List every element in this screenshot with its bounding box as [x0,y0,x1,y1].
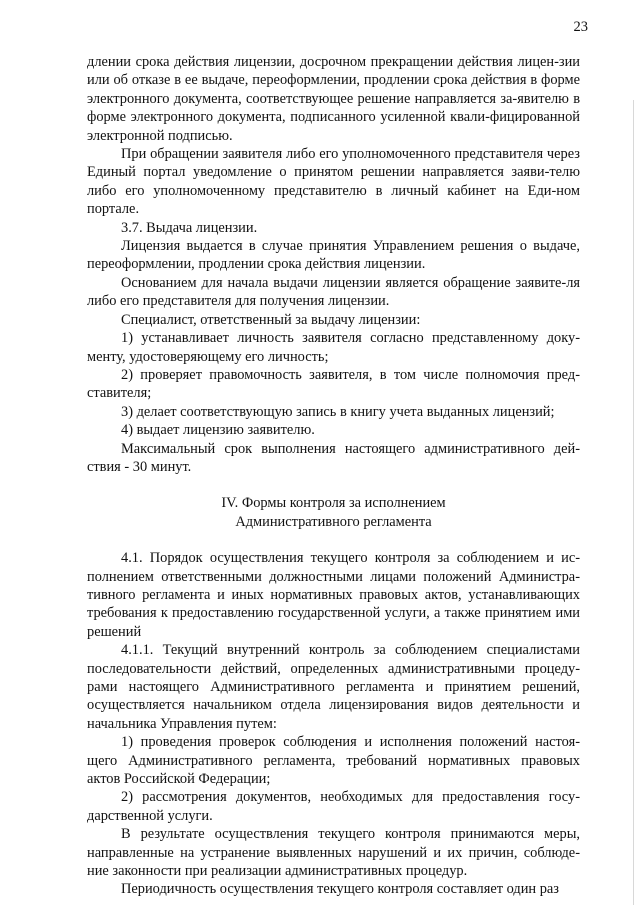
list-item-1-identity: 1) устанавливает личность заявителя согласно представленному доку-менту, удостоверяющему его личность; [87,330,580,365]
list-item-4-issue: 4) выдает лицензию заявителю. [121,422,315,439]
paragraph-issuance-basis: Основанием для начала выдачи лицензии является обращение заявите-ля либо его представителя для получения лицензии. [87,274,580,310]
document-body [87,53,580,899]
list-item-3-registry: 3) делает соответствующую запись в книгу учета выданных лицензий; [121,403,555,420]
section-heading-line-2: Административного регламента [235,513,432,530]
paragraph-4-1: 4.1. Порядок осуществления текущего контроля за соблюдением и ис-полнением ответственными должностными лицами положений Администра-тивного регламента и иных нормативных правовых актов, устанавливающих требования к предоставлению государственной услуги, а также принятием ими решений [87,550,580,640]
list-item-1-inspections: 1) проведения проверок соблюдения и исполнения положений настоя-щего Административного регламента, требований нормативных правовых актов Российской Федерации; [87,734,580,788]
list-item-2-authority: 2) проверяет правомочность заявителя, в том числе полномочия пред-ставителя; [87,366,580,402]
paragraph-responsible-specialist: Специалист, ответственный за выдачу лицензии: [121,311,421,328]
paragraph-4-1-1: 4.1.1. Текущий внутренний контроль за соблюдением специалистами последовательности действий, определенных административными процеду-рами настоящего Административного регламента и принятием решений, осуществляется начальником отдела лицензирования видов деятельности и начальника Управления путем: [87,642,580,732]
page-number: 23 [573,19,588,35]
paragraph-license-decision-continuation: длении срока действия лицензии, досрочном прекращении действия лицен-зии или об отказе в ее выдаче, переоформлении, продлении срока действия в форме электронного документа, соответствующее решение направляется за-явителю в форме электронного документа, подписанного усиленной квали-фицированной электронной подписью. [87,54,580,144]
subsection-heading-3-7: 3.7. Выдача лицензии. [121,219,258,236]
paragraph-max-duration: Максимальный срок выполнения настоящего административного дей-ствия - 30 минут. [87,440,580,475]
section-heading-iv [87,494,580,531]
paragraph-license-issued: Лицензия выдается в случае принятия Управлением решения о выдаче, переоформлении, продлении срока действия лицензии. [87,238,580,273]
list-item-2-documents: 2) рассмотрения документов, необходимых для предоставления госу-дарственной услуги. [87,789,580,824]
paragraph-portal-notification: При обращении заявителя либо его уполномоченного представителя через Единый портал уведомление о принятом решении направляется заяви-телю либо его уполномоченному представителю в личный кабинет на Еди-ном портале. [87,146,580,218]
scan-edge-line [633,100,634,905]
paragraph-control-results: В результате осуществления текущего контроля принимаются меры, направленные на устранение выявленных нарушений и их причин, соблюде-ние законности при реализации административных процедур. [87,826,580,880]
section-heading-line-1: IV. Формы контроля за исполнением [221,495,446,512]
paragraph-control-frequency: Периодичность осуществления текущего контроля составляет один раз [121,881,559,898]
